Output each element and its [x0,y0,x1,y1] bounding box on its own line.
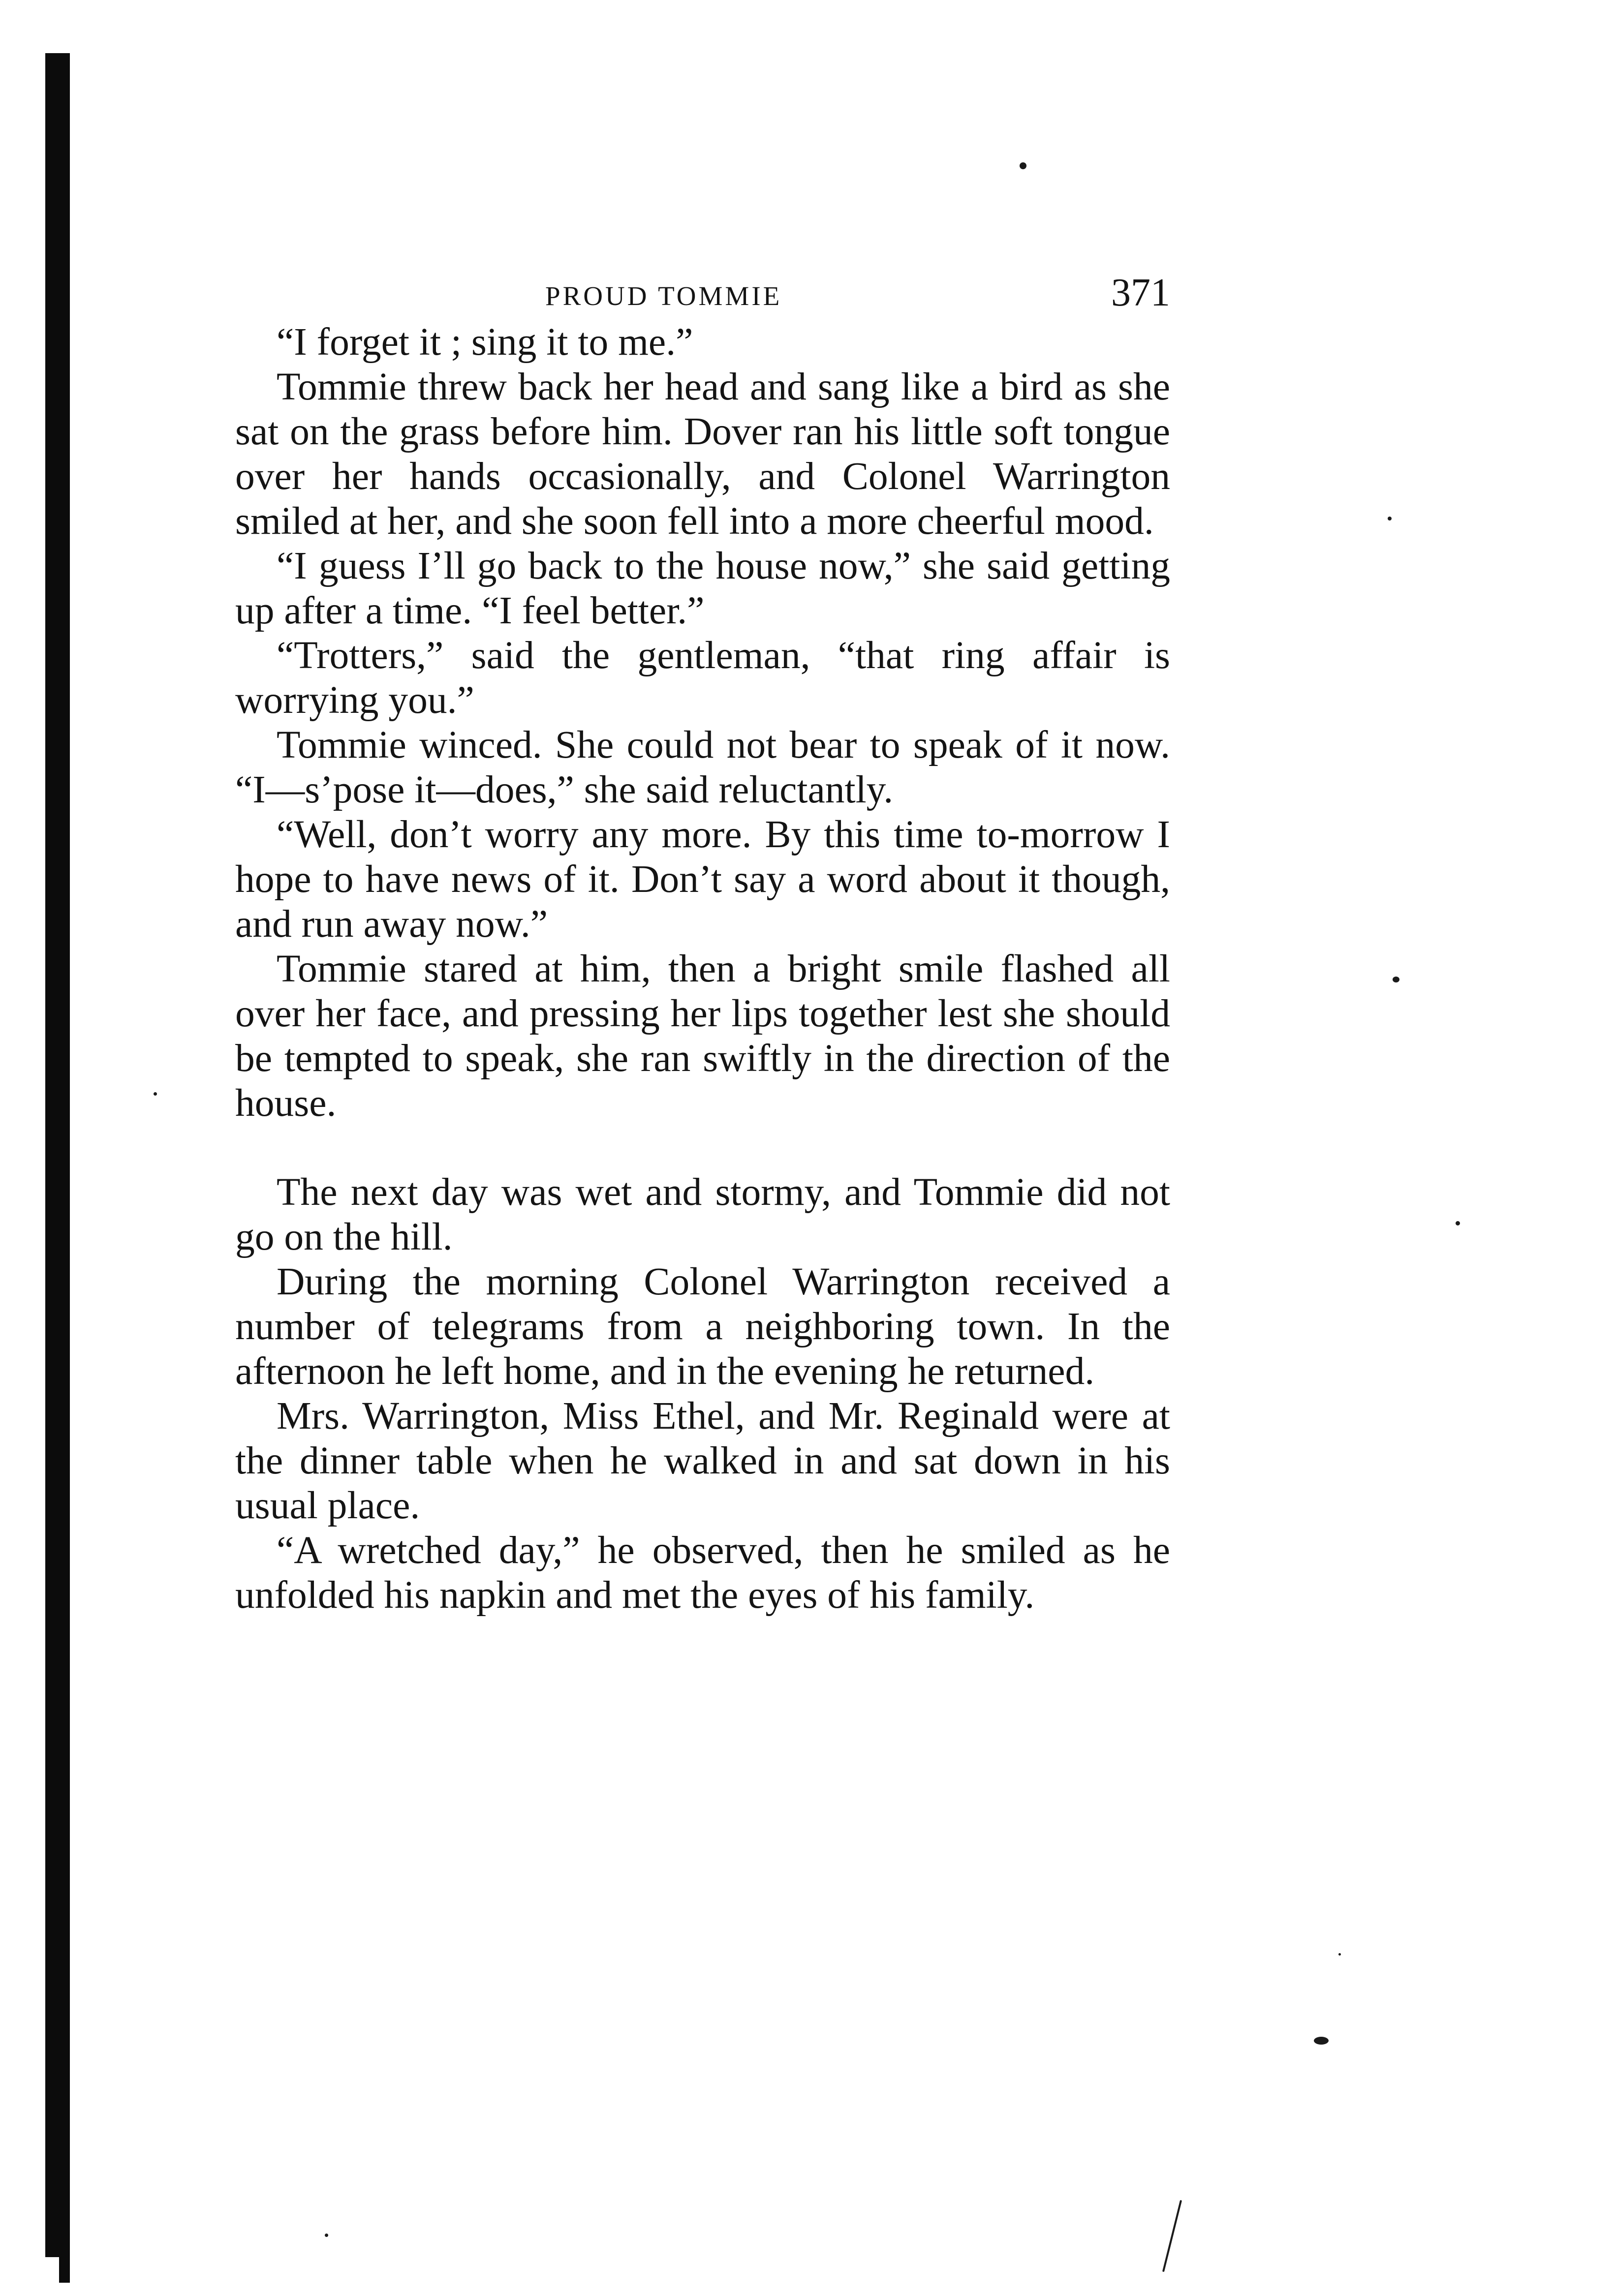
running-head [235,266,1170,320]
scan-speck [154,1092,157,1096]
paragraph: “A wretched day,” he observed, then he smiled as he unfolded his napkin and met the eyes of his family. [235,1529,1170,1617]
scan-speck [1456,1221,1460,1225]
scan-speck [1393,977,1399,982]
paragraph: Mrs. Warrington, Miss Ethel, and Mr. Reginald were at the dinner table when he walked in and sat down in his usual place. [235,1394,1170,1527]
paragraph: Tommie stared at him, then a bright smile flashed all over her face, and pressing her lips together lest she should be tempted to speak, she ran swiftly in the direction of the house. [235,947,1170,1125]
scan-speck [1314,2037,1329,2045]
scan-speck [1388,517,1392,520]
scan-speck [1020,162,1026,169]
paragraph: “I forget it ; sing it to me.” [277,320,693,364]
text-block-1 [235,320,1170,1126]
page-number: 371 [1111,271,1170,314]
paragraph: The next day was wet and stormy, and Tommie did not go on the hill. [235,1170,1170,1258]
binding-edge-foot [59,2243,70,2283]
scan-speck [325,2234,328,2237]
paragraph: “Well, don’t worry any more. By this time to-morrow I hope to have news of it. Don’t say a word about it though, and run away now.” [235,813,1170,946]
section-break [235,1126,1170,1170]
text-block-2 [235,1170,1170,1618]
scan-speck [1338,1953,1341,1956]
book-page [235,266,1170,1618]
paragraph: “I guess I’ll go back to the house now,” she said getting up after a time. “I feel better.” [235,544,1170,632]
paragraph: During the morning Colonel Warrington received a number of telegrams from a neighboring town. In the afternoon he left home, and in the evening he returned. [235,1260,1170,1393]
paragraph: Tommie threw back her head and sang like a bird as she sat on the grass before him. Dover ran his little soft tongue over her hands occasionally, and Colonel Warrington smiled at her, and she soon fell into a more cheerful mood. [235,365,1170,543]
binding-edge [45,53,70,2257]
paragraph: “Trotters,” said the gentleman, “that ring affair is worrying you.” [235,634,1170,722]
scan-speck [1162,2200,1182,2272]
paragraph: Tommie winced. She could not bear to speak of it now. “I—s’pose it—does,” she said reluctantly. [235,723,1170,811]
running-title: PROUD TOMMIE [545,281,782,311]
